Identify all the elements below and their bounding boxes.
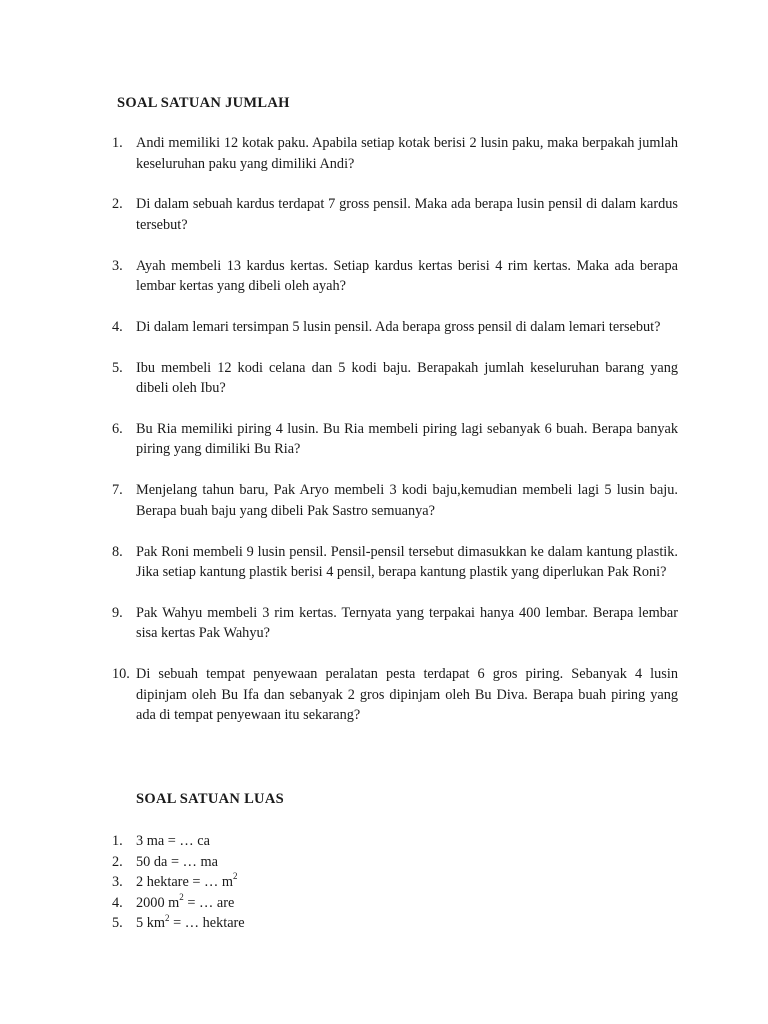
question-item — [112, 419, 678, 460]
expression-before: 50 da = … ma — [136, 853, 218, 870]
expression-after: = … hektare — [169, 915, 245, 932]
question-list-luas — [112, 831, 245, 934]
list-item — [112, 893, 245, 914]
question-text: Menjelang tahun baru, Pak Aryo membeli 3 kodi baju,kemudian membeli lagi 5 lusin baju. Berapa buah baju yang dibeli Pak Sastro semuanya? — [136, 482, 678, 519]
question-number: 5. — [112, 359, 123, 376]
question-item — [112, 256, 678, 297]
question-item — [112, 133, 678, 174]
list-item — [112, 913, 245, 934]
question-text: Ibu membeli 12 kodi celana dan 5 kodi baju. Berapakah jumlah keseluruhan barang yang dibeli oleh Ibu? — [136, 359, 678, 397]
exponent: 2 — [165, 912, 170, 923]
question-list-jumlah — [112, 133, 678, 746]
question-text: Pak Roni membeli 9 lusin pensil. Pensil-pensil tersebut dimasukkan ke dalam kantung plastik. Jika setiap kantung plastik berisi 4 pensil, berapa kantung plastik yang diperlukan Pak Roni? — [136, 543, 678, 581]
question-number: 2. — [112, 853, 123, 870]
list-item — [112, 872, 245, 893]
question-number: 9. — [112, 604, 123, 621]
question-number: 2. — [112, 196, 123, 213]
question-number: 4. — [112, 318, 123, 335]
list-item — [112, 831, 245, 852]
question-number: 3. — [112, 257, 123, 274]
question-item — [112, 194, 678, 235]
expression-before: 3 ma = … ca — [136, 833, 210, 849]
question-number: 6. — [112, 420, 123, 437]
exponent: 2 — [179, 892, 184, 903]
exponent: 2 — [233, 871, 238, 882]
list-item — [112, 852, 245, 873]
question-number: 1. — [112, 135, 123, 151]
expression-after: = … are — [183, 894, 235, 911]
expression-before: 2 hektare = … m — [136, 874, 233, 891]
question-number: 3. — [112, 874, 123, 891]
question-text: Bu Ria memiliki piring 4 lusin. Bu Ria membeli piring lagi sebanyak 6 buah. Berapa banyak piring yang dimiliki Bu Ria? — [136, 420, 678, 458]
question-item — [112, 317, 678, 338]
question-item — [112, 542, 678, 583]
question-number: 4. — [112, 894, 123, 911]
question-text: Pak Wahyu membeli 3 rim kertas. Ternyata yang terpakai hanya 400 lembar. Berapa lembar sisa kertas Pak Wahyu? — [136, 604, 678, 642]
section-title-luas: SOAL SATUAN LUAS — [136, 791, 284, 807]
question-number: 8. — [112, 543, 123, 560]
section-title-jumlah: SOAL SATUAN JUMLAH — [117, 95, 290, 111]
question-number: 7. — [112, 482, 123, 499]
question-item — [112, 358, 678, 399]
question-number: 1. — [112, 833, 123, 849]
question-text: Di dalam sebuah kardus terdapat 7 gross pensil. Maka ada berapa lusin pensil di dalam kardus tersebut? — [136, 196, 678, 233]
question-text: Andi memiliki 12 kotak paku. Apabila setiap kotak berisi 2 lusin paku, maka berpakah jumlah keseluruhan paku yang dimiliki Andi? — [136, 135, 678, 172]
question-number: 5. — [112, 915, 123, 932]
question-text: Di sebuah tempat penyewaan peralatan pesta terdapat 6 gros piring. Sebanyak 4 lusin dipinjam oleh Bu Ifa dan sebanyak 2 gros dipinjam oleh Bu Diva. Berapa buah piring yang ada di tempat penyewaan itu sekarang? — [136, 666, 678, 724]
question-item — [112, 603, 678, 644]
expression-before: 5 km — [136, 915, 165, 932]
expression-before: 2000 m — [136, 894, 180, 911]
question-text: Ayah membeli 13 kardus kertas. Setiap kardus kertas berisi 4 rim kertas. Maka ada berapa lembar kertas yang dibeli oleh ayah? — [136, 257, 678, 295]
question-text: Di dalam lemari tersimpan 5 lusin pensil. Ada berapa gross pensil di dalam lemari tersebut? — [136, 318, 661, 335]
question-item — [112, 480, 678, 521]
question-item — [112, 664, 678, 726]
question-number: 10. — [112, 666, 130, 683]
